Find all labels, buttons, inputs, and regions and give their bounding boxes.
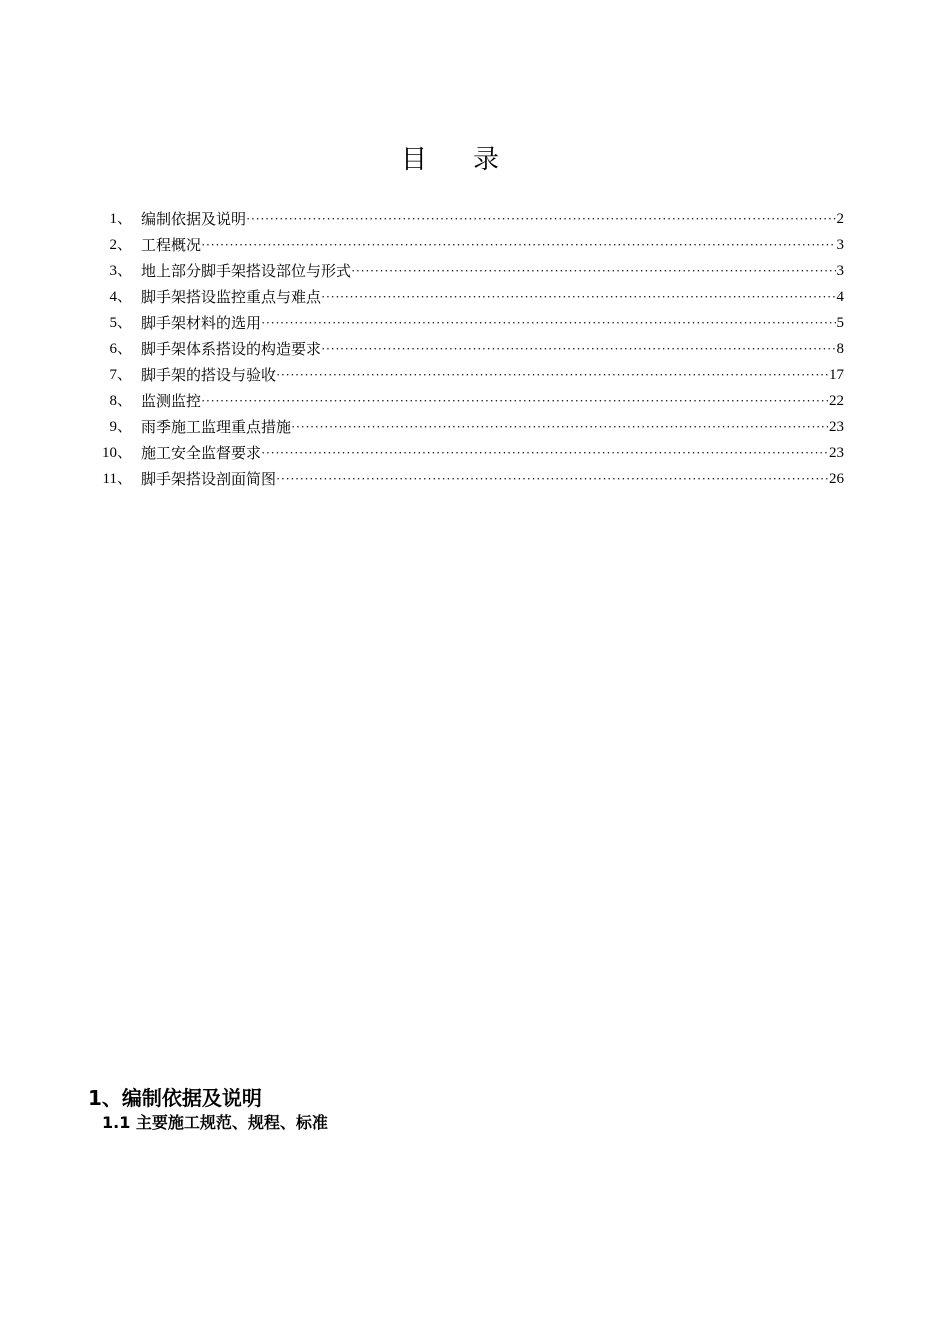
toc-leader-dots bbox=[351, 261, 835, 281]
toc-leader-dots bbox=[246, 209, 835, 229]
toc-entry-number: 3、 bbox=[109, 263, 132, 279]
toc-leader-dots bbox=[261, 313, 835, 333]
toc-entry-number: 9、 bbox=[109, 419, 132, 435]
toc-entry-number: 8、 bbox=[109, 393, 132, 409]
toc-leader-dots bbox=[201, 391, 828, 411]
toc-title-right: 录 bbox=[473, 145, 500, 176]
toc-entry-number: 10、 bbox=[101, 445, 132, 461]
toc-entry-text: 脚手架体系搭设的构造要求 bbox=[141, 340, 322, 358]
toc-entry[interactable] bbox=[0, 466, 950, 492]
toc-leader-dots bbox=[321, 287, 835, 307]
toc-entry[interactable] bbox=[0, 284, 950, 310]
toc-entry-page: 17 bbox=[829, 367, 844, 383]
toc-entry-number: 5、 bbox=[109, 315, 132, 331]
toc-leader-dots bbox=[201, 235, 835, 255]
toc-entry-text: 施工安全监督要求 bbox=[141, 444, 262, 462]
toc-entry[interactable] bbox=[0, 414, 950, 440]
toc-leader-dots bbox=[276, 365, 828, 385]
toc-entry-number: 1、 bbox=[109, 211, 132, 227]
toc-entry-page: 23 bbox=[829, 419, 844, 435]
toc-leader-dots bbox=[291, 417, 828, 437]
toc-entry-page: 5 bbox=[836, 315, 844, 331]
toc-entry-page: 26 bbox=[829, 471, 844, 487]
toc-entry-text: 脚手架搭设监控重点与难点 bbox=[141, 288, 322, 306]
toc-entry-page: 2 bbox=[836, 211, 844, 227]
toc-title-left: 目 bbox=[400, 145, 427, 176]
section-heading: 1、编制依据及说明 bbox=[88, 1086, 262, 1110]
toc-entry[interactable] bbox=[0, 310, 950, 336]
toc-entry-text: 编制依据及说明 bbox=[141, 210, 247, 228]
toc-entry-page: 3 bbox=[836, 263, 844, 279]
toc-entry-number: 6、 bbox=[109, 341, 132, 357]
toc-entry-text: 脚手架的搭设与验收 bbox=[141, 366, 277, 384]
toc-entry-text: 地上部分脚手架搭设部位与形式 bbox=[141, 262, 352, 280]
toc-entry[interactable] bbox=[0, 258, 950, 284]
toc-entry-text: 监测监控 bbox=[141, 392, 202, 410]
toc-leader-dots bbox=[261, 443, 828, 463]
toc-entry-page: 22 bbox=[829, 393, 844, 409]
toc-entry-number: 7、 bbox=[109, 367, 132, 383]
toc-entry[interactable] bbox=[0, 206, 950, 232]
toc-entry[interactable] bbox=[0, 336, 950, 362]
toc-entry-page: 8 bbox=[836, 341, 844, 357]
toc-entry[interactable] bbox=[0, 232, 950, 258]
toc-entry[interactable] bbox=[0, 388, 950, 414]
toc-entry[interactable] bbox=[0, 362, 950, 388]
toc-entry[interactable] bbox=[0, 440, 950, 466]
toc-entry-text: 脚手架搭设剖面简图 bbox=[141, 470, 277, 488]
toc-leader-dots bbox=[321, 339, 835, 359]
toc-entry-page: 4 bbox=[836, 289, 844, 305]
table-of-contents bbox=[0, 206, 950, 492]
subsection-heading: 1.1 主要施工规范、规程、标准 bbox=[102, 1113, 328, 1132]
toc-entry-number: 4、 bbox=[109, 289, 132, 305]
toc-leader-dots bbox=[276, 469, 828, 489]
toc-entry-number: 11、 bbox=[102, 471, 132, 487]
toc-entry-number: 2、 bbox=[109, 237, 132, 253]
toc-entry-page: 23 bbox=[829, 445, 844, 461]
toc-entry-text: 工程概况 bbox=[141, 236, 202, 254]
toc-entry-text: 脚手架材料的选用 bbox=[141, 314, 262, 332]
toc-title bbox=[0, 139, 900, 176]
toc-entry-text: 雨季施工监理重点措施 bbox=[141, 418, 292, 436]
toc-entry-page: 3 bbox=[836, 237, 844, 253]
